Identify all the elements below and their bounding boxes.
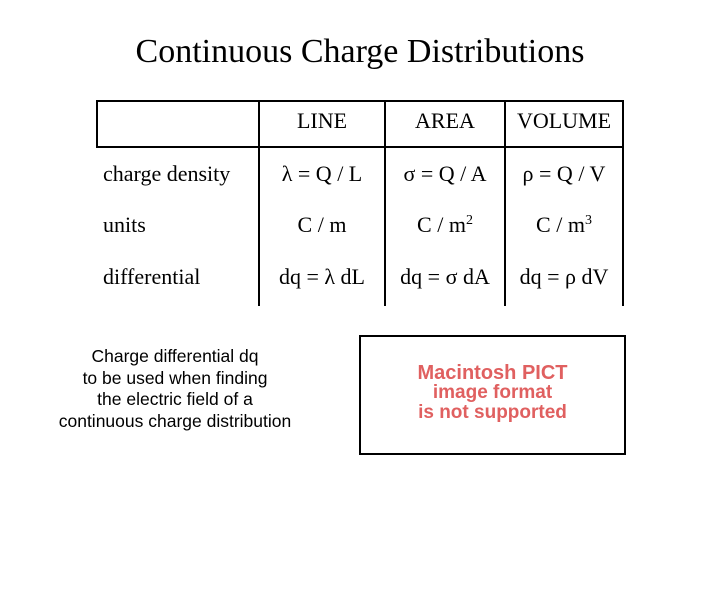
charge-distribution-table (96, 100, 624, 306)
volume-units (506, 210, 622, 240)
volume-units-exponent: 3 (584, 213, 592, 228)
line-units: C / m (297, 212, 347, 237)
caption-line: the electric field of a (97, 389, 253, 409)
row-label-differential: differential (103, 264, 201, 289)
caption-line: to be used when finding (82, 367, 268, 388)
caption-line: continuous charge distribution (58, 410, 292, 431)
volume-charge-density: ρ = Q / V (522, 161, 606, 186)
header-volume: VOLUME (516, 108, 612, 133)
line-charge-density: λ = Q / L (281, 161, 363, 186)
area-units (386, 210, 504, 240)
volume-units-base: C / m (536, 212, 585, 237)
placeholder-line: image format (432, 382, 553, 403)
placeholder-line: is not supported (418, 402, 567, 423)
row-label-units: units (103, 212, 146, 237)
table-border-top (96, 100, 624, 102)
header-area: AREA (415, 108, 475, 133)
unsupported-image-placeholder (359, 335, 626, 455)
area-differential: dq = σ dA (400, 264, 490, 289)
line-differential: dq = λ dL (278, 264, 365, 289)
placeholder-line: Macintosh PICT (417, 362, 568, 384)
caption (30, 346, 320, 432)
table-border-right (622, 100, 624, 306)
caption-line: Charge differential dq (91, 346, 259, 366)
area-units-exponent: 2 (465, 213, 473, 228)
page-title: Continuous Charge Distributions (135, 33, 585, 70)
area-units-base: C / m (417, 212, 466, 237)
row-label-charge-density: charge density (103, 161, 231, 186)
volume-differential: dq = ρ dV (519, 264, 609, 289)
header-divider (96, 146, 624, 148)
area-charge-density: σ = Q / A (403, 161, 487, 186)
header-line: LINE (296, 108, 348, 133)
unsupported-image-message (361, 363, 624, 423)
table-border-left (96, 100, 98, 146)
